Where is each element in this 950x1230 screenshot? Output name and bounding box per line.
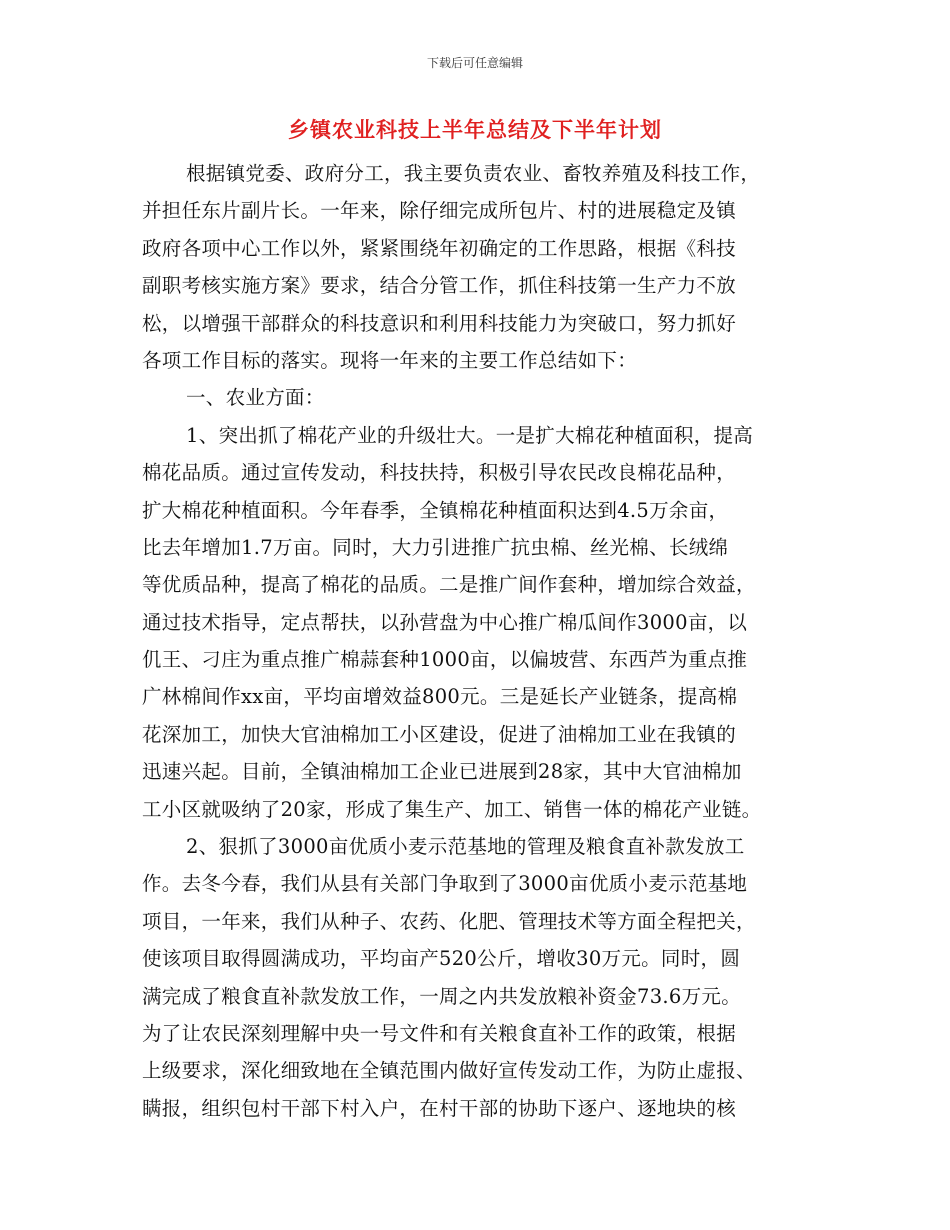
text-line: 上级要求，深化细致地在全镇范围内做好宣传发动工作，为防止虚报、 <box>142 1059 756 1083</box>
text-line: 松，以增强干部群众的科技意识和利用科技能力为突破口，努力抓好 <box>142 311 737 335</box>
document-body <box>142 155 810 1127</box>
text-line: 项目，一年来，我们从种子、农药、化肥、管理技术等方面全程把关， <box>142 909 756 933</box>
text-line: 棉花品质。通过宣传发动，科技扶持，积极引导农民改良棉花品种， <box>142 461 737 485</box>
text-line: 各项工作目标的落实。现将一年来的主要工作总结如下： <box>142 348 638 372</box>
text-line: 为了让农民深刻理解中央一号文件和有关粮食直补工作的政策，根据 <box>142 1021 737 1045</box>
text-line: 比去年增加1.7万亩。同时，大力引进推广抗虫棉、丝光棉、长绒绵 <box>142 535 729 559</box>
text-line: 并担任东片副片长。一年来，除仔细完成所包片、村的进展稳定及镇 <box>142 199 737 223</box>
text-line: 1、突出抓了棉花产业的升级壮大。一是扩大棉花种植面积，提高 <box>186 423 754 447</box>
text-line: 根据镇党委、政府分工，我主要负责农业、畜牧养殖及科技工作， <box>186 162 761 185</box>
header-note: 下载后可任意编辑 <box>426 56 523 70</box>
text-line: 2、狠抓了3000亩优质小麦示范基地的管理及粮食直补款发放工 <box>186 835 745 859</box>
text-line: 政府各项中心工作以外，紧紧围绕年初确定的工作思路，根据《科技 <box>142 236 737 260</box>
text-line: 通过技术指导，定点帮扶，以孙营盘为中心推广棉瓜间作3000亩，以 <box>142 610 748 634</box>
text-line: 副职考核实施方案》要求，结合分管工作，抓住科技第一生产力不放 <box>142 274 737 298</box>
text-line: 作。去冬今春，我们从县有关部门争取到了3000亩优质小麦示范基地 <box>142 872 748 896</box>
text-line: 瞒报，组织包村干部下村入户，在村干部的协助下逐户、逐地块的核 <box>142 1096 737 1120</box>
text-line: 工小区就吸纳了20家，形成了集生产、加工、销售一体的棉花产业链。 <box>142 797 762 821</box>
text-line: 等优质品种，提高了棉花的品质。二是推广间作套种，增加综合效益， <box>142 573 756 597</box>
text-line: 扩大棉花种植面积。今年春季，全镇棉花种植面积达到4.5万余亩， <box>142 498 729 522</box>
text-line: 花深加工，加快大官油棉加工小区建设，促进了油棉加工业在我镇的 <box>142 722 737 746</box>
text-line: 仉王、刁庄为重点推广棉蒜套种1000亩，以偏坡营、东西芦为重点推 <box>142 648 748 672</box>
text-line: 迅速兴起。目前，全镇油棉加工企业已进展到28家，其中大官油棉加 <box>142 760 742 784</box>
text-line: 广林棉间作xx亩，平均亩增效益800元。三是延长产业链条，提高棉 <box>142 685 738 709</box>
text-line: 一、农业方面： <box>186 386 325 410</box>
text-line: 使该项目取得圆满成功，平均亩产520公斤，增收30万元。同时，圆 <box>142 947 741 971</box>
text-line: 满完成了粮食直补款发放工作，一周之内共发放粮补资金73.6万元。 <box>142 984 742 1008</box>
document-title: 乡镇农业科技上半年总结及下半年计划 <box>288 118 662 142</box>
